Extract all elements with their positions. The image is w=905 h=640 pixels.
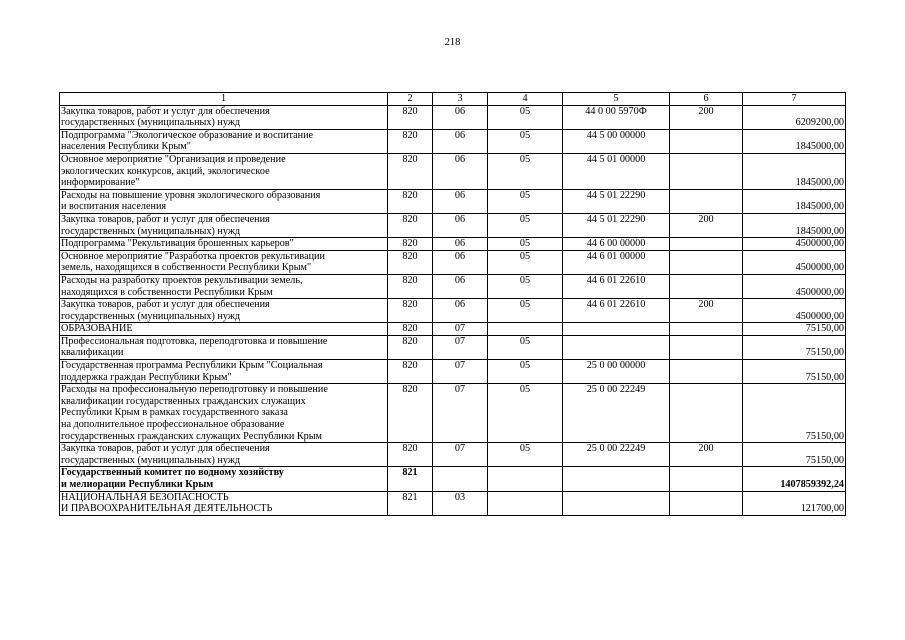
code-cell-c3: 06 (433, 105, 488, 129)
table-row (60, 274, 846, 298)
code-cell-c3: 06 (433, 213, 488, 237)
code-cell-c2: 820 (388, 189, 433, 213)
row-name-line: поддержка граждан Республики Крым" (61, 371, 232, 383)
code-cell-c4: 05 (488, 153, 563, 189)
code-cell-c2: 820 (388, 153, 433, 189)
code-cell-c2: 820 (388, 250, 433, 274)
row-name-cell (60, 360, 388, 384)
code-cell-c2: 820 (388, 335, 433, 359)
code-cell-c6 (670, 250, 743, 274)
budget-table (59, 92, 846, 516)
code-cell-c5 (563, 467, 670, 491)
row-name-cell (60, 335, 388, 359)
code-cell-c2: 820 (388, 105, 433, 129)
column-header: 6 (670, 93, 743, 106)
row-name-line: и мелиорации Республики Крым (61, 479, 214, 490)
code-cell-c4: 05 (488, 443, 563, 467)
code-cell-c6 (670, 189, 743, 213)
row-name-cell (60, 129, 388, 153)
row-name-line: квалификации (61, 347, 124, 359)
row-name-line: государственных (муниципальных) нужд (61, 225, 241, 237)
table-row (60, 129, 846, 153)
row-name-cell (60, 467, 388, 491)
code-cell-c5: 44 5 01 22290 (563, 213, 670, 237)
code-cell-c2: 820 (388, 323, 433, 336)
code-cell-c5: 25 0 00 22249 (563, 443, 670, 467)
code-cell-c6 (670, 335, 743, 359)
code-cell-c3: 07 (433, 335, 488, 359)
code-cell-c4: 05 (488, 129, 563, 153)
row-name-line: И ПРАВООХРАНИТЕЛЬНАЯ ДЕЯТЕЛЬНОСТЬ (61, 503, 273, 515)
row-name-cell (60, 238, 388, 251)
row-name-line: государственных (муниципальных) нужд (61, 454, 241, 466)
table-row (60, 360, 846, 384)
code-cell-c4: 05 (488, 213, 563, 237)
table-row (60, 323, 846, 336)
code-cell-c6: 200 (670, 299, 743, 323)
code-cell-c6: 200 (670, 213, 743, 237)
row-name-line: Расходы на разработку проектов рекультивации земель, (61, 274, 303, 286)
amount-cell: 1845000,00 (743, 189, 846, 213)
amount-cell: 75150,00 (743, 323, 846, 336)
code-cell-c5: 25 0 00 22249 (563, 384, 670, 443)
row-name-line: квалификации государственных гражданских служащих (61, 395, 306, 407)
code-cell-c3: 06 (433, 238, 488, 251)
row-name-cell (60, 274, 388, 298)
code-cell-c3: 03 (433, 491, 488, 515)
row-name-line: Республики Крым в рамках государственного заказа (61, 407, 288, 419)
code-cell-c4 (488, 491, 563, 515)
row-name-line: Государственная программа Республики Крым "Социальная (61, 360, 323, 372)
row-name-line: государственных (муниципальных) нужд (61, 310, 241, 322)
table-row (60, 213, 846, 237)
code-cell-c6: 200 (670, 105, 743, 129)
code-cell-c3: 07 (433, 360, 488, 384)
code-cell-c5: 44 5 01 22290 (563, 189, 670, 213)
code-cell-c5 (563, 323, 670, 336)
code-cell-c3: 06 (433, 274, 488, 298)
row-name-line: находящихся в собственности Республики Крым (61, 286, 273, 298)
table-row (60, 250, 846, 274)
column-header: 2 (388, 93, 433, 106)
row-name-cell (60, 443, 388, 467)
row-name-line: государственных гражданских служащих Республики Крым (61, 430, 322, 442)
row-name-line: Подпрограмма "Рекультивация брошенных карьеров" (61, 238, 294, 250)
code-cell-c4 (488, 323, 563, 336)
table-row (60, 153, 846, 189)
code-cell-c2: 820 (388, 213, 433, 237)
amount-cell: 4500000,00 (743, 250, 846, 274)
page-number: 218 (444, 37, 461, 48)
row-name-line: Закупка товаров, работ и услуг для обеспечения (61, 443, 270, 455)
code-cell-c2: 820 (388, 299, 433, 323)
row-name-cell (60, 323, 388, 336)
row-name-line: и воспитания населения (61, 201, 167, 213)
code-cell-c3 (433, 467, 488, 491)
code-cell-c2: 820 (388, 384, 433, 443)
row-name-line: Профессиональная подготовка, переподготовка и повышение (61, 335, 328, 347)
code-cell-c5: 44 6 00 00000 (563, 238, 670, 251)
code-cell-c2: 820 (388, 274, 433, 298)
code-cell-c2: 820 (388, 129, 433, 153)
row-name-cell (60, 299, 388, 323)
row-name-line: Закупка товаров, работ и услуг для обеспечения (61, 105, 270, 117)
code-cell-c5: 44 5 01 00000 (563, 153, 670, 189)
amount-cell: 4500000,00 (743, 299, 846, 323)
code-cell-c6 (670, 153, 743, 189)
row-name-line: населения Республики Крым" (61, 141, 191, 153)
code-cell-c5 (563, 491, 670, 515)
code-cell-c6: 200 (670, 443, 743, 467)
column-header: 1 (60, 93, 388, 106)
table-row (60, 491, 846, 515)
amount-cell: 1845000,00 (743, 213, 846, 237)
code-cell-c4: 05 (488, 274, 563, 298)
code-cell-c3: 07 (433, 443, 488, 467)
code-cell-c6 (670, 384, 743, 443)
amount-cell: 4500000,00 (743, 238, 846, 251)
code-cell-c3: 07 (433, 384, 488, 443)
row-name-cell (60, 250, 388, 274)
amount-cell: 6209200,00 (743, 105, 846, 129)
code-cell-c3: 06 (433, 250, 488, 274)
code-cell-c2: 820 (388, 443, 433, 467)
column-header: 3 (433, 93, 488, 106)
code-cell-c5: 25 0 00 00000 (563, 360, 670, 384)
code-cell-c3: 07 (433, 323, 488, 336)
row-name-cell (60, 105, 388, 129)
amount-cell: 1845000,00 (743, 153, 846, 189)
code-cell-c3: 06 (433, 299, 488, 323)
code-cell-c4: 05 (488, 335, 563, 359)
code-cell-c4: 05 (488, 384, 563, 443)
code-cell-c5: 44 0 00 5970Ф (563, 105, 670, 129)
code-cell-c2: 820 (388, 360, 433, 384)
code-cell-c4: 05 (488, 299, 563, 323)
row-name-line: земель, находящихся в собственности Республики Крым" (61, 262, 312, 274)
amount-cell: 4500000,00 (743, 274, 846, 298)
code-cell-c2: 821 (388, 491, 433, 515)
row-name-line: экологических конкурсов, акций, экологическое (61, 165, 270, 177)
code-cell-c6 (670, 129, 743, 153)
row-name-line: Расходы на профессиональную переподготовку и повышение (61, 384, 328, 396)
column-header: 7 (743, 93, 846, 106)
row-name-cell (60, 189, 388, 213)
row-name-line: Закупка товаров, работ и услуг для обеспечения (61, 299, 270, 311)
table-row (60, 335, 846, 359)
row-name-line: НАЦИОНАЛЬНАЯ БЕЗОПАСНОСТЬ (61, 491, 229, 503)
table-row (60, 384, 846, 443)
amount-cell: 75150,00 (743, 335, 846, 359)
code-cell-c6 (670, 323, 743, 336)
row-name-line: на дополнительное профессиональное образование (61, 419, 285, 431)
code-cell-c5: 44 6 01 22610 (563, 274, 670, 298)
table-row (60, 189, 846, 213)
row-name-cell (60, 384, 388, 443)
code-cell-c5: 44 6 01 00000 (563, 250, 670, 274)
table-row (60, 299, 846, 323)
code-cell-c3: 06 (433, 189, 488, 213)
amount-cell: 75150,00 (743, 360, 846, 384)
table-row (60, 105, 846, 129)
code-cell-c4: 05 (488, 250, 563, 274)
code-cell-c3: 06 (433, 129, 488, 153)
amount-cell: 1407859392,24 (743, 467, 846, 491)
code-cell-c5: 44 5 00 00000 (563, 129, 670, 153)
code-cell-c4: 05 (488, 360, 563, 384)
code-cell-c6 (670, 467, 743, 491)
code-cell-c6 (670, 238, 743, 251)
code-cell-c4: 05 (488, 238, 563, 251)
code-cell-c5: 44 6 01 22610 (563, 299, 670, 323)
row-name-line: Основное мероприятие "Разработка проектов рекультивации (61, 250, 325, 262)
code-cell-c2: 820 (388, 238, 433, 251)
code-cell-c6 (670, 274, 743, 298)
row-name-line: государственных (муниципальных) нужд (61, 117, 241, 129)
code-cell-c6 (670, 491, 743, 515)
amount-cell: 75150,00 (743, 384, 846, 443)
row-name-line: Государственный комитет по водному хозяйству (61, 467, 284, 479)
table-row (60, 238, 846, 251)
code-cell-c3: 06 (433, 153, 488, 189)
code-cell-c4 (488, 467, 563, 491)
table-row (60, 467, 846, 491)
row-name-cell (60, 153, 388, 189)
column-header: 5 (563, 93, 670, 106)
code-cell-c4: 05 (488, 105, 563, 129)
row-name-line: Основное мероприятие "Организация и проведение (61, 153, 286, 165)
row-name-line: Расходы на повышение уровня экологического образования (61, 189, 321, 201)
header-row (60, 93, 846, 106)
row-name-line: Закупка товаров, работ и услуг для обеспечения (61, 213, 270, 225)
amount-cell: 121700,00 (743, 491, 846, 515)
row-name-cell (60, 213, 388, 237)
row-name-line: Подпрограмма "Экологическое образование и воспитание (61, 129, 314, 141)
row-name-line: информирование" (61, 177, 140, 189)
column-header: 4 (488, 93, 563, 106)
amount-cell: 75150,00 (743, 443, 846, 467)
row-name-line: ОБРАЗОВАНИЕ (61, 323, 133, 335)
code-cell-c4: 05 (488, 189, 563, 213)
code-cell-c6 (670, 360, 743, 384)
table-row (60, 443, 846, 467)
code-cell-c5 (563, 335, 670, 359)
row-name-cell (60, 491, 388, 515)
code-cell-c2: 821 (388, 467, 433, 491)
amount-cell: 1845000,00 (743, 129, 846, 153)
